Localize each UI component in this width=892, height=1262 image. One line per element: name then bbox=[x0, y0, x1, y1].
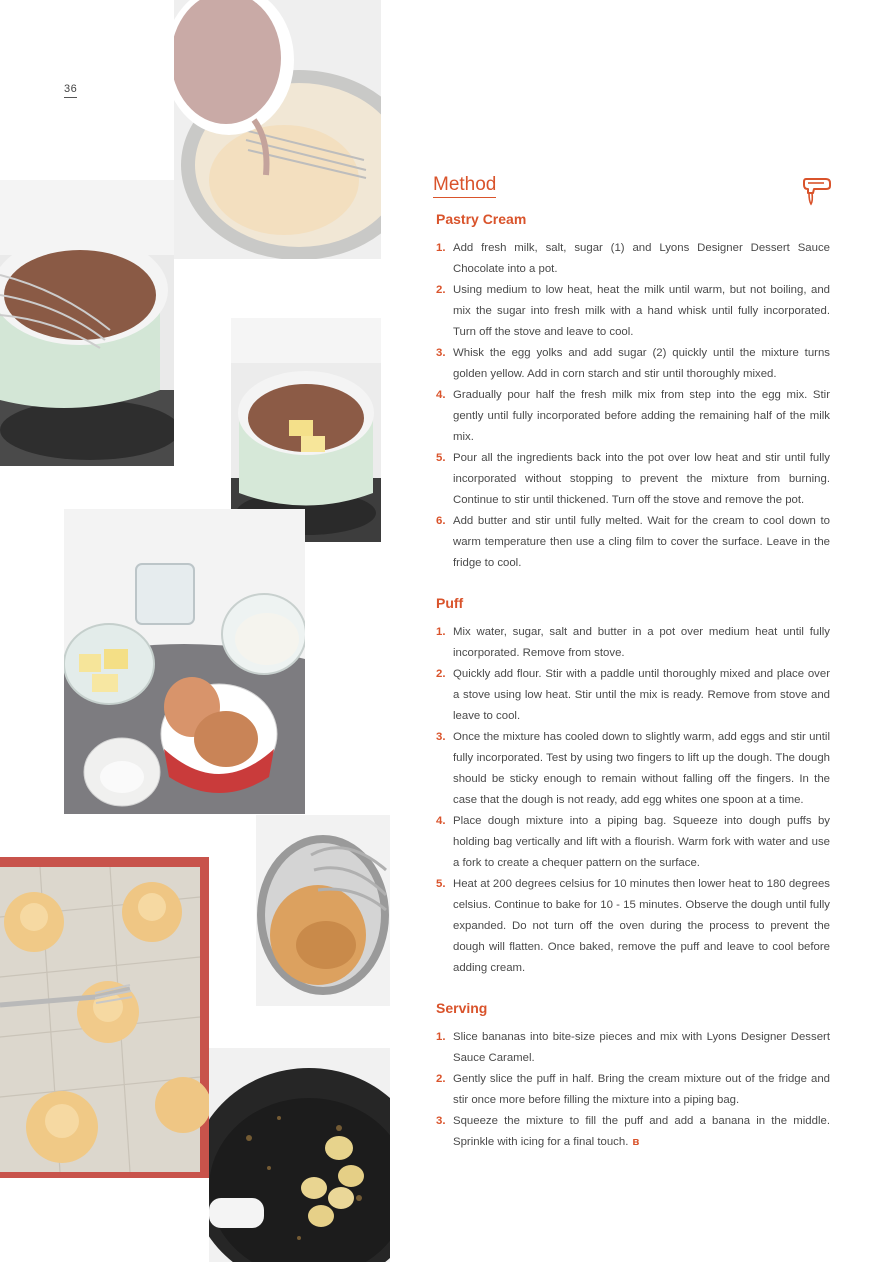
list-item bbox=[436, 622, 830, 664]
step-text: Once the mixture has cooled down to slightly warm, add eggs and stir until fully incorporated. Test by using two fingers to lift up the dough. The dough should be sticky enough to remain without falling off the fingers. In the case that the dough is not ready, add egg whites one spoon at a time. bbox=[453, 731, 830, 806]
step-number: 4. bbox=[436, 815, 446, 827]
list-item bbox=[436, 1027, 830, 1069]
step-number: 2. bbox=[436, 668, 446, 680]
list-item bbox=[436, 1069, 830, 1111]
photo-dough-mixer bbox=[256, 815, 390, 1006]
serving-steps bbox=[436, 1027, 830, 1153]
page-number: 36 bbox=[64, 83, 77, 98]
step-number: 3. bbox=[436, 731, 446, 743]
step-text: Add fresh milk, salt, sugar (1) and Lyons Designer Dessert Sauce Chocolate into a pot. bbox=[453, 242, 830, 275]
method-title: Method bbox=[433, 174, 496, 198]
list-item bbox=[436, 511, 830, 574]
pastry-cream-steps bbox=[436, 238, 830, 574]
list-item bbox=[436, 448, 830, 511]
list-item bbox=[436, 727, 830, 811]
puff-steps bbox=[436, 622, 830, 979]
list-item bbox=[436, 343, 830, 385]
step-text: Mix water, sugar, salt and butter in a pot over medium heat until fully incorporated. Remove from stove. bbox=[453, 626, 830, 659]
step-text bbox=[453, 1111, 830, 1153]
section-title-pastry-cream: Pastry Cream bbox=[436, 211, 527, 227]
step-text: Place dough mixture into a piping bag. Squeeze into dough puffs by holding bag vertically and lift with a flourish. Warm fork with water and use a fork to create a chequer pattern on the surface. bbox=[453, 815, 830, 869]
step-number: 3. bbox=[436, 347, 446, 359]
step-text-content: Squeeze the mixture to fill the puff and add a banana in the middle. Sprinkle with icing for a final touch. bbox=[453, 1115, 830, 1148]
step-number: 6. bbox=[436, 515, 446, 527]
step-text: Gradually pour half the fresh milk mix from step into the egg mix. Stir gently until fully incorporated before adding the remaining half of the milk mix. bbox=[453, 389, 830, 443]
list-item bbox=[436, 385, 830, 448]
photo-chocolate-pot bbox=[0, 180, 174, 466]
end-of-article-mark: ʙ bbox=[632, 1136, 640, 1148]
step-text: Gently slice the puff in half. Bring the cream mixture out of the fridge and stir once more before filling the mixture into a piping bag. bbox=[453, 1073, 830, 1106]
list-item bbox=[436, 811, 830, 874]
list-item bbox=[436, 664, 830, 727]
step-number: 1. bbox=[436, 626, 446, 638]
photo-pouring-milk bbox=[174, 0, 381, 259]
step-text: Add butter and stir until fully melted. Wait for the cream to cool down to warm temperature then use a cling film to cover the surface. Leave in the fridge to cool. bbox=[453, 515, 830, 569]
step-number: 2. bbox=[436, 1073, 446, 1085]
step-number: 5. bbox=[436, 878, 446, 890]
photo-ingredients bbox=[64, 509, 305, 814]
step-number: 5. bbox=[436, 452, 446, 464]
list-item bbox=[436, 238, 830, 280]
list-item bbox=[436, 280, 830, 343]
step-number: 4. bbox=[436, 389, 446, 401]
step-text: Slice bananas into bite-size pieces and mix with Lyons Designer Dessert Sauce Caramel. bbox=[453, 1031, 830, 1064]
step-text: Heat at 200 degrees celsius for 10 minutes then lower heat to 180 degrees celsius. Continue to bake for 10 - 15 minutes. Observe the dough until fully expanded. Do not turn off the oven during the process to prevent the dough will flatten. Once baked, remove the puff and leave to cool before adding cream. bbox=[453, 878, 830, 974]
step-text: Pour all the ingredients back into the pot over low heat and stir until fully incorporated without stopping to prevent the mixture from burning. Continue to stir until thickened. Turn off the stove and remove the pot. bbox=[453, 452, 830, 506]
step-text: Using medium to low heat, heat the milk until warm, but not boiling, and mix the sugar into fresh milk with a hand whisk until fully incorporated. Turn off the stove and leave to cool. bbox=[453, 284, 830, 338]
step-number: 3. bbox=[436, 1115, 446, 1127]
hand-mixer-icon bbox=[800, 175, 832, 207]
step-number: 2. bbox=[436, 284, 446, 296]
section-title-serving: Serving bbox=[436, 1000, 488, 1016]
step-number: 1. bbox=[436, 242, 446, 254]
step-text: Whisk the egg yolks and add sugar (2) quickly until the mixture turns golden yellow. Add in corn starch and stir until thoroughly mixed. bbox=[453, 347, 830, 380]
list-item bbox=[436, 1111, 830, 1153]
photo-piped-puffs bbox=[0, 857, 209, 1178]
list-item bbox=[436, 874, 830, 979]
photo-bananas-in-pan bbox=[209, 1048, 390, 1262]
section-title-puff: Puff bbox=[436, 595, 464, 611]
step-text: Quickly add flour. Stir with a paddle until thoroughly mixed and place over a stove using low heat. Stir until the mix is ready. Remove from stove and leave to cool. bbox=[453, 668, 830, 722]
step-number: 1. bbox=[436, 1031, 446, 1043]
